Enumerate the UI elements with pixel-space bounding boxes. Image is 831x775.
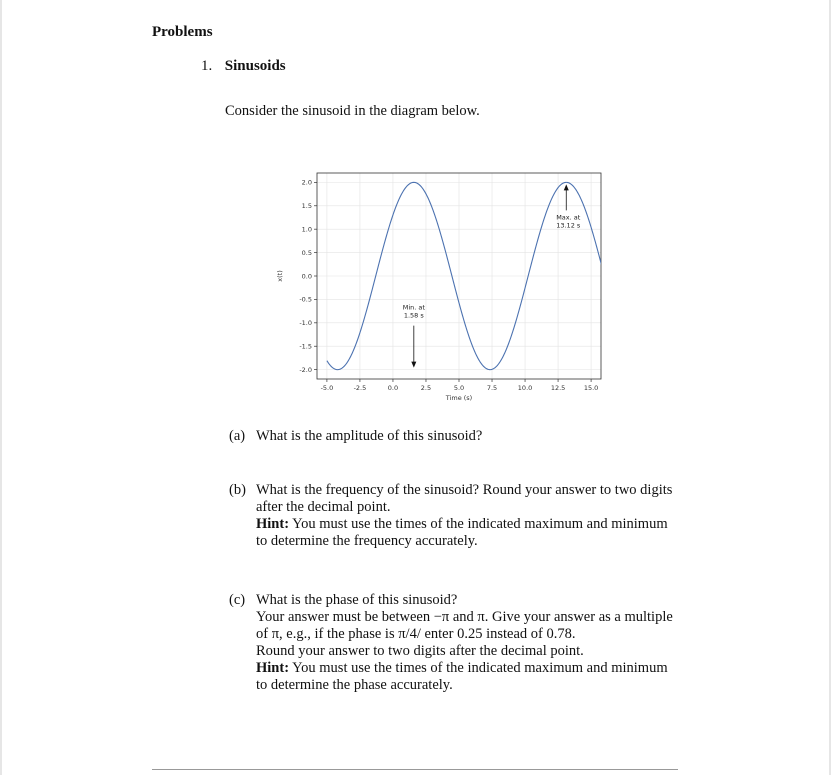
question-a [229,428,681,445]
question-b-hint-text: You must use the times of the indicated maximum and minimum to determine the frequency accurately. [256,516,668,549]
question-c-line3: Round your answer to two digits after the decimal point. [256,643,584,659]
question-b-label: (b) [229,482,246,498]
y-tick-label-2: 1.0 [301,225,312,234]
y-tick-label-4: 0.0 [301,272,312,281]
x-tick-label-5: 7.5 [486,384,498,392]
x-tick-label-6: 10.0 [517,384,533,392]
x-axis-label: Time (s) [445,394,473,402]
x-tick-label-0: -5.0 [320,384,334,392]
max-arrow-head [564,184,569,190]
question-b-text: What is the frequency of the sinusoid? Round your answer to two digits after the decimal point. [256,482,673,515]
x-tick-label-7: 12.5 [550,384,566,392]
y-axis-label: x(t) [276,270,284,282]
sinusoid-figure [255,160,625,410]
intro-text: Consider the sinusoid in the diagram below. [225,103,480,119]
question-a-label: (a) [229,428,246,444]
max-annotation-line2: 13.12 s [556,221,581,230]
footer-rule [152,769,678,770]
y-tick-label-8: -2.0 [299,365,312,374]
question-c-text: What is the phase of this sinusoid? [256,592,458,608]
problem-name: Sinusoids [224,58,286,74]
question-b-hint-label: Hint: [256,516,290,532]
problem-title [201,58,286,75]
question-b [229,482,681,550]
x-tick-label-8: 15.0 [583,384,599,392]
y-tick-label-0: 2.0 [301,178,312,187]
max-annotation-line1: Max. at [556,213,581,222]
y-tick-label-6: -1.0 [299,319,312,328]
x-tick-label-4: 5.0 [453,384,465,392]
y-tick-label-7: -1.5 [299,342,312,351]
question-c-line2: Your answer must be between −π and π. Give your answer as a multiple of π, e.g., if the phase is π/4/ enter 0.25 instead of 0.78. [256,609,673,642]
min-annotation-line1: Min. at [402,303,425,312]
x-tick-label-2: 0.0 [387,384,399,392]
x-tick-label-3: 2.5 [420,384,432,392]
y-tick-label-3: 0.5 [301,248,312,257]
question-c-hint-label: Hint: [256,660,290,676]
question-c-label: (c) [229,592,246,608]
question-c [229,592,681,694]
page-edge-left [0,0,2,775]
min-arrow-head [411,362,416,368]
sinusoid-chart [255,160,625,410]
y-tick-label-1: 1.5 [301,202,312,211]
min-annotation-line2: 1.58 s [403,311,424,320]
x-tick-label-1: -2.5 [353,384,367,392]
problem-number: 1. [201,58,213,74]
question-a-text: What is the amplitude of this sinusoid? [256,428,483,444]
y-tick-label-5: -0.5 [299,295,312,304]
question-c-hint-text: You must use the times of the indicated maximum and minimum to determine the phase accurately. [256,660,668,693]
section-title: Problems [152,24,213,40]
